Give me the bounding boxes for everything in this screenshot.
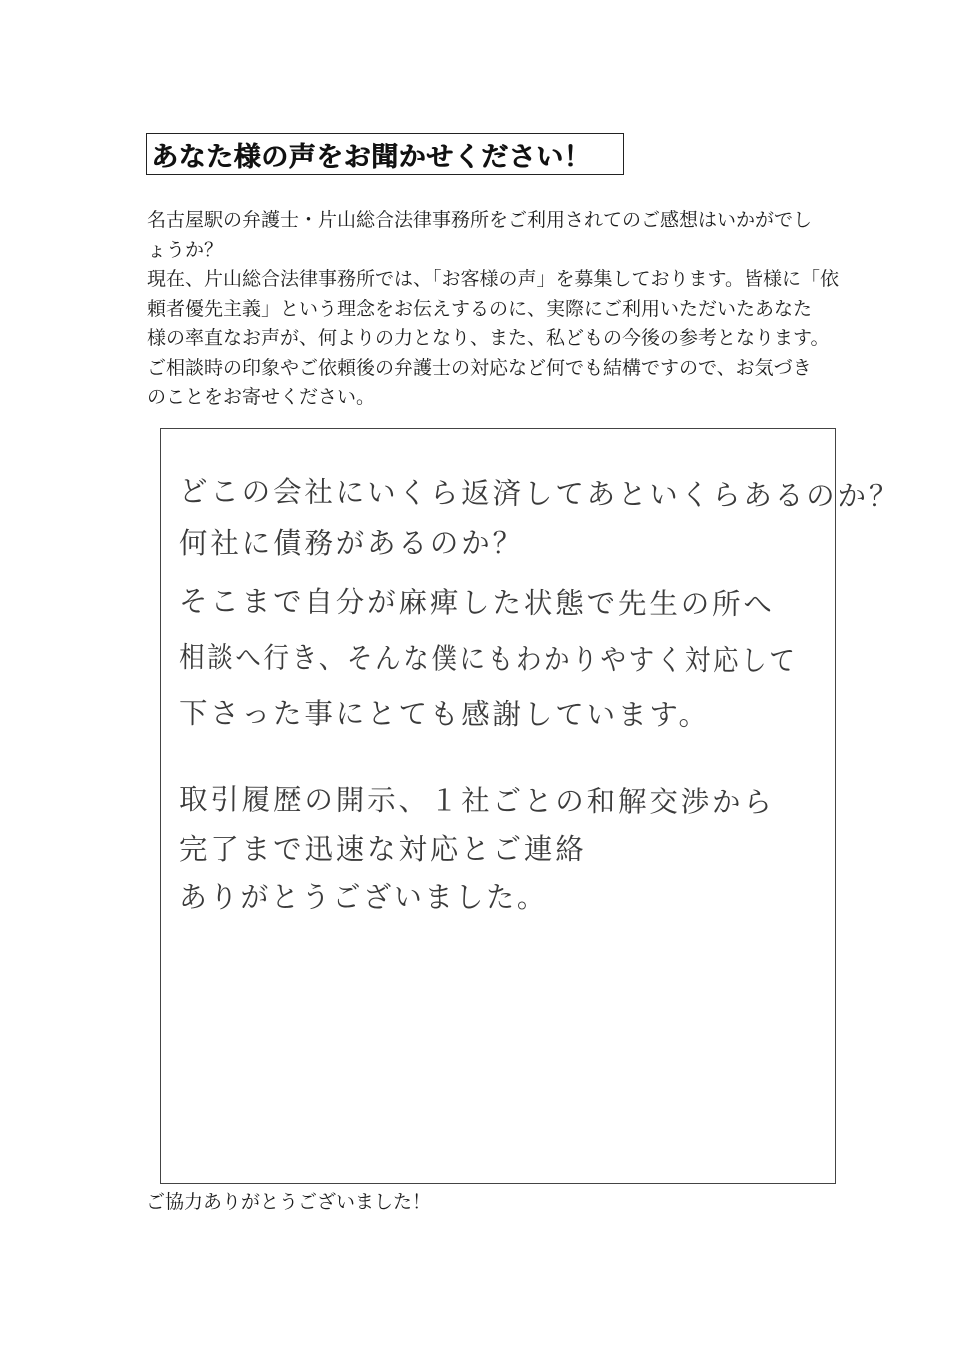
answer-box — [160, 428, 901, 1184]
handwritten-response — [161, 429, 901, 1183]
title-box — [146, 133, 624, 175]
handwritten-line: 完了まで迅速な対応とご連絡 — [179, 832, 587, 866]
handwritten-line: どこの会社にいくら返済してあといくらあるのか？ — [178, 474, 901, 514]
handwritten-line: 下さった事にとても感謝しています。 — [178, 696, 710, 732]
handwritten-line: 取引履歴の開示、１社ごとの和解交渉から — [178, 782, 775, 820]
intro-line: 名古屋駅の弁護士・片山総合法律事務所をご利用されてのご感想はいかがでし — [147, 209, 813, 231]
page-title: あなた様の声をお聞かせください！ — [151, 141, 591, 173]
handwritten-line: ありがとうございました。 — [179, 880, 548, 914]
thank-you-footer: ご協力ありがとうございました！ — [146, 1191, 432, 1213]
intro-line: のことをお寄せください。 — [147, 386, 376, 408]
handwritten-line: そこまで自分が麻痺した状態で先生の所へ — [178, 584, 775, 622]
handwritten-line: 何社に債務があるのか？ — [179, 526, 524, 560]
intro-line: 様の率直なお声が、何よりの力となり、また、私どもの今後の参考となります。 — [147, 327, 830, 349]
handwritten-line: 相談へ行き、そんな僕にもわかりやすく対応して — [178, 640, 798, 678]
intro-line: ご相談時の印象やご依頼後の弁護士の対応など何でも結構ですので、お気づき — [147, 356, 812, 379]
intro-line: 現在、片山総合法律事務所では、「お客様の声」を募集しております。皆様に「依 — [147, 268, 839, 290]
intro-line: 頼者優先主義」という理念をお伝えするのに、実際にご利用いただいたあなた — [147, 297, 813, 320]
intro-text — [147, 206, 847, 413]
intro-line: ょうか？ — [147, 238, 224, 261]
